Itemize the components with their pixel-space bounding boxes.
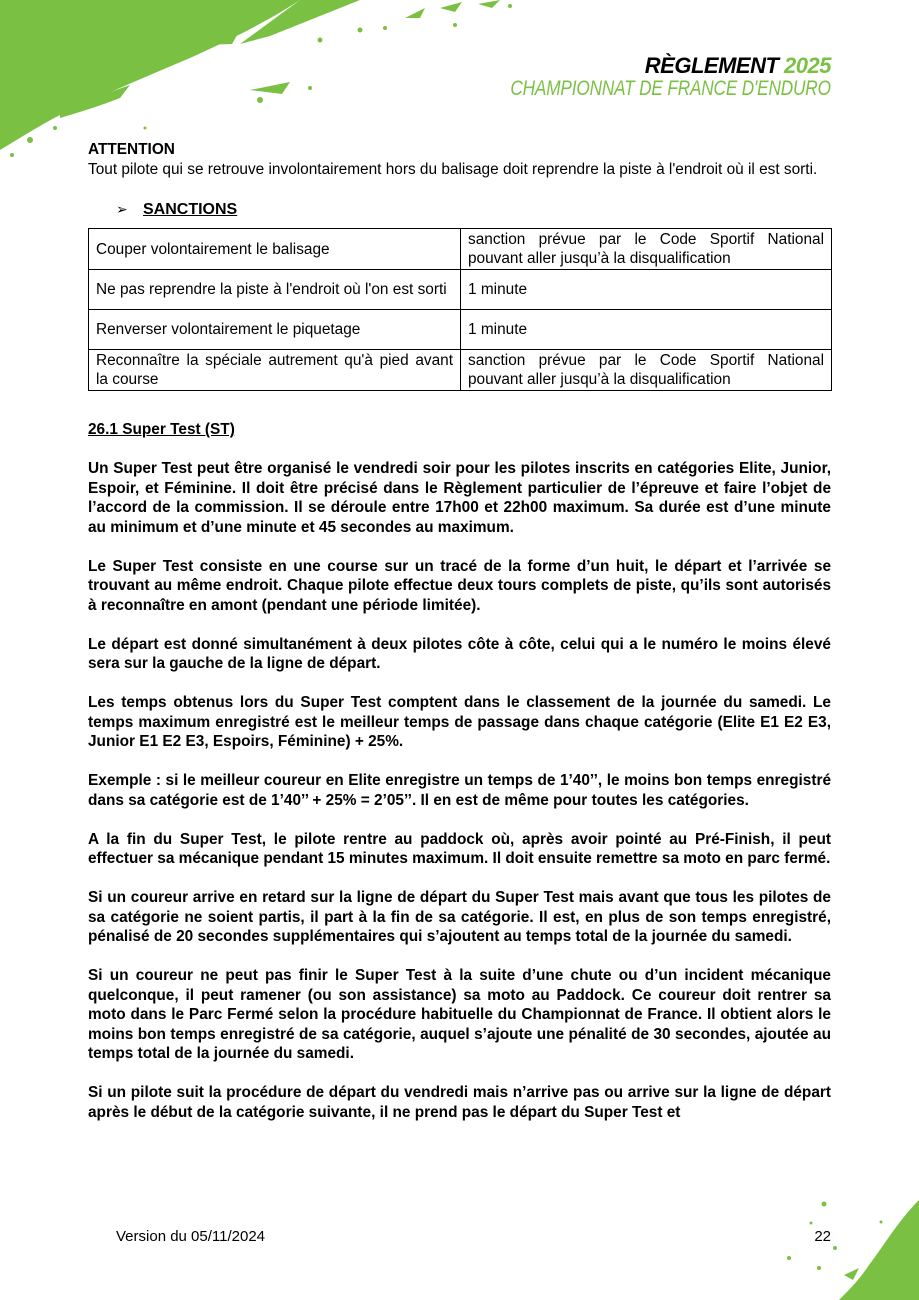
document-header xyxy=(440,54,831,100)
sanctions-heading xyxy=(116,199,831,220)
attention-title: ATTENTION xyxy=(88,141,175,158)
sanctions-heading-label: SANCTIONS xyxy=(143,201,238,218)
paragraph: Les temps obtenus lors du Super Test comptent dans le classement de la journée du samedi. Le temps maximum enregistré est le meilleur temps de passage dans chaque catégorie (Elite E1 E2 E3, Junior E1 E2 E3, Espoirs, Féminine) + 25%. xyxy=(88,694,831,750)
offense-cell: Renverser volontairement le piquetage xyxy=(89,310,461,350)
page-number: 22 xyxy=(814,1228,831,1245)
paragraph: Un Super Test peut être organisé le vendredi soir pour les pilotes inscrits en catégories Elite, Junior, Espoir, et Féminine. Il doit être précisé dans le Règlement particulier de l’épreuve et faire l’objet de l’accord de la commission. Il se déroule entre 17h00 et 22h00 maximum. Sa durée est d’une minute au minimum et d’une minute et 45 secondes au maximum. xyxy=(88,460,831,536)
section-heading: 26.1 Super Test (ST) xyxy=(88,421,235,438)
attention-text: Tout pilote qui se retrouve involontairement hors du balisage doit reprendre la piste à l'endroit où il est sorti. xyxy=(88,160,818,178)
paragraph: Si un coureur ne peut pas finir le Super Test à la suite d’une chute ou d’un incident mécanique quelconque, il peut ramener (ou son assistance) sa moto au Paddock. Ce coureur doit rentrer sa moto dans le Parc Fermé selon la procédure habituelle du Championnat de France. Il obtient alors le moins bon temps enregistré de sa catégorie, auquel s’ajoute une pénalité de 30 secondes, ajoutée au temps total de la journée du samedi. xyxy=(88,967,831,1062)
paragraph: Le départ est donné simultanément à deux pilotes côte à côte, celui qui a le numéro le moins élevé sera sur la gauche de la ligne de départ. xyxy=(88,635,831,672)
table-row xyxy=(89,350,832,391)
table-row xyxy=(89,310,832,350)
footer-version: Version du 05/11/2024 xyxy=(116,1228,266,1245)
header-title-word: RÈGLEMENT xyxy=(644,53,779,78)
header-subtitle: CHAMPIONNAT DE FRANCE D'ENDURO xyxy=(510,77,831,100)
header-title xyxy=(440,54,831,78)
paragraph: Si un pilote suit la procédure de départ du vendredi mais n’arrive pas ou arrive sur la ligne de départ après le début de la catégorie suivante, il ne prend pas le départ du Super Test et xyxy=(88,1084,831,1121)
arrow-bullet-icon: ➢ xyxy=(116,201,128,217)
brush-stroke-decoration-bottom xyxy=(749,1190,919,1300)
header-title-year: 2025 xyxy=(784,53,831,78)
table-row xyxy=(89,229,832,270)
penalty-cell: 1 minute xyxy=(461,270,832,310)
table-row xyxy=(89,270,832,310)
sanctions-table xyxy=(88,228,832,391)
page-content xyxy=(88,140,831,1122)
penalty-cell: sanction prévue par le Code Sportif National pouvant aller jusqu’à la disqualification xyxy=(461,350,832,391)
paragraph: Le Super Test consiste en une course sur un tracé de la forme d’un huit, le départ et l’arrivée se trouvant au même endroit. Chaque pilote effectue deux tours complets de piste, qu’ils sont autorisés à reconnaître en amont (pendant une période limitée). xyxy=(88,557,831,614)
offense-cell: Couper volontairement le balisage xyxy=(89,229,461,270)
penalty-cell: 1 minute xyxy=(461,310,832,350)
paragraph: Si un coureur arrive en retard sur la ligne de départ du Super Test mais avant que tous les pilotes de sa catégorie ne soient partis, il part à la fin de sa catégorie. Il est, en plus de son temps enregistré, pénalisé de 20 secondes supplémentaires qui s’ajoutent au temps total de la journée du samedi. xyxy=(88,889,831,945)
penalty-cell: sanction prévue par le Code Sportif National pouvant aller jusqu’à la disqualification xyxy=(461,229,832,270)
paragraph: A la fin du Super Test, le pilote rentre au paddock où, après avoir pointé au Pré-Finish, il peut effectuer sa mécanique pendant 15 minutes maximum. Il doit ensuite remettre sa moto en parc fermé. xyxy=(88,830,831,867)
offense-cell: Reconnaître la spéciale autrement qu'à pied avant la course xyxy=(89,350,461,391)
paragraph: Exemple : si le meilleur coureur en Elite enregistre un temps de 1’40’’, le moins bon temps enregistré dans sa catégorie est de 1’40’’ + 25% = 2’05’’. Il en est de même pour toutes les catégories. xyxy=(88,772,831,809)
offense-cell: Ne pas reprendre la piste à l'endroit où l'on est sorti xyxy=(89,270,461,310)
